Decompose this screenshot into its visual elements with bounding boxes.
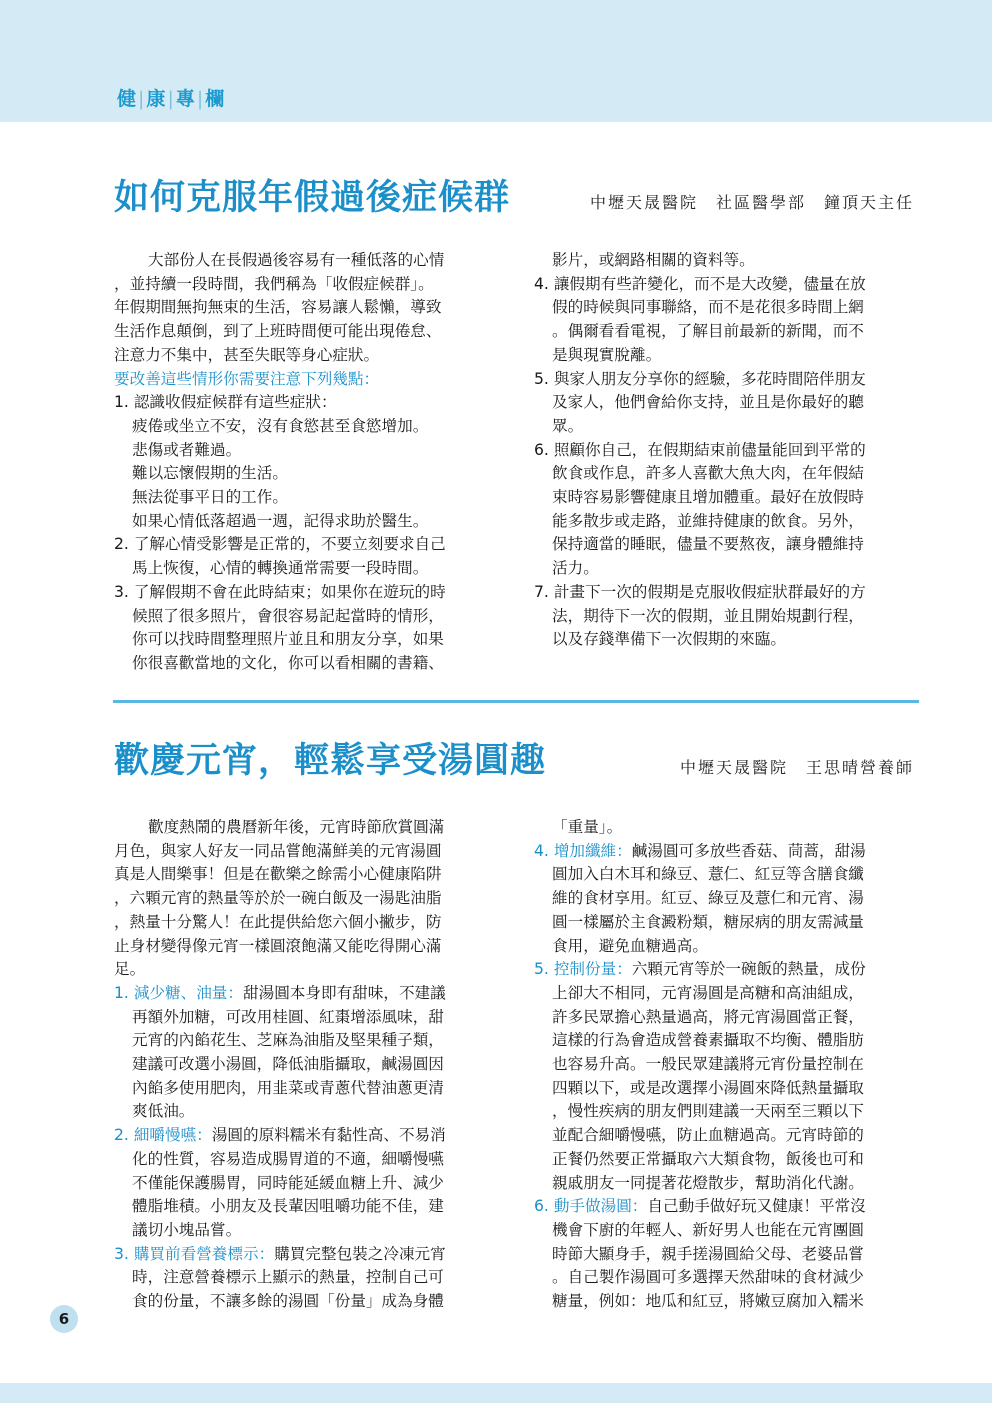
list-item-cont: 維的食材享用。紅豆、綠豆及薏仁和元宵、湯 [552,889,864,908]
list-item-cont: 束時容易影響健康且增加體重。最好在放假時 [552,488,864,507]
paragraph-line: ，六顆元宵的熱量等於於一碗白飯及一湯匙油脂 [114,889,442,908]
list-item-cont: 食的份量，不讓多餘的湯圓「份量」成為身體 [132,1292,444,1311]
list-item-cont: 機會下廚的年輕人、新好男人也能在元宵團圓 [552,1220,864,1239]
tip-heading: 4. 增加纖維： [534,841,632,860]
tip-heading: 3. 購買前看營養標示： [114,1244,275,1263]
symptom-line: 疲倦或坐立不安，沒有食慾甚至食慾增加。 [132,416,429,435]
list-item: 6. 照顧你自己，在假期結束前儘量能回到平常的 [534,440,866,459]
list-item-cont: 法，期待下一次的假期，並且開始規劃行程， [552,606,864,625]
symptom-line: 悲傷或者難過。 [132,440,242,459]
list-item-cont: 馬上恢復，心情的轉換通常需要一段時間。 [132,559,429,578]
article1-right-column [534,249,866,652]
list-item: 4. 讓假期有些許變化，而不是大改變，儘量在放 [534,274,866,293]
paragraph-line: 足。 [114,960,146,979]
list-item-cont: 不僅能保護腸胃，同時能延緩血糖上升、減少 [132,1173,444,1192]
list-item-cont: 是與現實脫離。 [552,345,662,364]
list-item: 1. 認識收假症候群有這些症狀： [114,393,337,412]
paragraph-line: 生活作息顛倒，到了上班時間便可能出現倦怠、 [114,322,442,341]
list-item-cont: 爽低油。 [132,1102,195,1121]
list-item-cont: 再額外加糖，可改用桂圓、紅棗增添風味，甜 [132,1007,444,1026]
list-item-cont: 食用，避免血糖過高。 [552,936,708,955]
list-item: 7. 計畫下一次的假期是克服收假症狀群最好的方 [534,582,866,601]
article2-byline: 中壢天晟醫院 王思晴營養師 [679,758,914,777]
list-item-cont: 時節大顯身手，親手搓湯圓給父母、老婆品嘗 [552,1244,864,1263]
list-item-cont: 保持適當的睡眠，儘量不要熬夜，讓身體維持 [552,535,864,554]
list-item-cont: 化的性質，容易造成腸胃道的不適，細嚼慢嚥 [132,1149,444,1168]
footer-band [0,1383,992,1403]
paragraph-line: 大部份人在長假過後容易有一種低落的心情 [148,251,445,269]
paragraph-line: 真是人間樂事！但是在歡樂之餘需小心健康陷阱 [114,865,442,884]
list-item-cont: 能多散步或走路，並維持健康的飲食。另外， [552,511,864,530]
list-item-cont: 糖量，例如：地瓜和紅豆，將嫩豆腐加入糯米 [552,1292,864,1311]
paragraph-line: 歡度熱鬧的農曆新年後，元宵時節欣賞圓滿 [148,818,445,836]
page-number: 6 [50,1305,78,1333]
list-item-cont: 上卻大不相同，元宵湯圓是高糖和高油組成， [552,983,864,1002]
paragraph-line: 月色，與家人好友一同品嘗飽滿鮮美的元宵湯圓 [114,841,442,860]
list-item-cont: 圓加入白木耳和綠豆、薏仁、紅豆等含膳食纖 [552,865,864,884]
tip-heading: 5. 控制份量： [534,960,632,979]
list-item-cont: 四顆以下，或是改選擇小湯圓來降低熱量攝取 [552,1078,864,1097]
list-item: 5. 與家人朋友分享你的經驗，多花時間陪伴朋友 [534,369,866,388]
article1-left-column [114,249,446,676]
list-item-cont: 正餐仍然要正常攝取六大類食物，飯後也可和 [552,1149,864,1168]
list-item-cont: 假的時候與同事聯絡，而不是花很多時間上網 [552,298,864,317]
list-item-cont: 候照了很多照片，會很容易記起當時的情形， [132,606,444,625]
article1-title: 如何克服年假過後症候群 [114,178,511,218]
list-item: 3. 購買前看營養標示：購買完整包裝之冷凍元宵 [114,1244,446,1263]
list-item-cont: 及家人，他們會給你支持，並且是你最好的聽 [552,393,864,412]
article2-left-column [114,816,446,1314]
list-item: 6. 動手做湯圓：自己動手做好玩又健康！平常沒 [534,1197,866,1216]
paragraph-line: 止身材變得像元宵一樣圓滾飽滿又能吃得開心滿 [114,936,442,955]
list-item-cont: 體脂堆積。小朋友及長輩因咀嚼功能不佳，建 [132,1197,444,1216]
paragraph-line: 年假期間無拘無束的生活，容易讓人鬆懶，導致 [114,298,442,317]
list-item-cont: 元宵的內餡花生、芝麻為油脂及堅果種子類， [132,1031,444,1050]
section-heading: 要改善這些情形你需要注意下列幾點： [114,369,380,388]
paragraph-line: 注意力不集中，甚至失眠等身心症狀。 [114,345,380,364]
list-item-cont: 內餡多使用肥肉，用韭菜或青蔥代替油蔥更清 [132,1078,444,1097]
symptom-line: 無法從事平日的工作。 [132,488,288,507]
list-item: 5. 控制份量：六顆元宵等於一碗飯的熱量，成份 [534,960,866,979]
list-item-cont: 這樣的行為會造成營養素攝取不均衡、體脂肪 [552,1031,864,1050]
list-item-cont: 議切小塊品嘗。 [132,1220,242,1239]
tip-heading: 6. 動手做湯圓： [534,1197,648,1216]
list-item-cont: 活力。 [552,559,599,578]
list-item-cont: 並配合細嚼慢嚥，防止血糖過高。元宵時節的 [552,1126,864,1145]
tip-heading: 2. 細嚼慢嚥： [114,1126,212,1145]
list-item-cont: 「重量」。 [552,818,623,836]
list-item: 3. 了解假期不會在此時結束；如果你在遊玩的時 [114,582,446,601]
section-divider [113,700,919,703]
list-item: 1. 減少糖、油量：甜湯圓本身即有甜味，不建議 [114,983,446,1002]
article2-title: 歡慶元宵，輕鬆享受湯圓趣 [114,741,547,781]
list-item-cont: 許多民眾擔心熱量過高，將元宵湯圓當正餐， [552,1007,864,1026]
list-item-cont: 你可以找時間整理照片並且和朋友分享，如果 [132,630,444,649]
list-item: 4. 增加纖維：鹹湯圓可多放些香菇、茼蒿，甜湯 [534,841,866,860]
list-item-cont: 影片，或網路相關的資料等。 [552,251,755,269]
list-item-cont: 親戚朋友一同提著花燈散步，幫助消化代謝。 [552,1173,864,1192]
article2-right-column [534,816,866,1314]
list-item: 2. 細嚼慢嚥：湯圓的原料糯米有黏性高、不易消 [114,1126,446,1145]
symptom-line: 如果心情低落超過一週，記得求助於醫生。 [132,511,429,530]
list-item-cont: ，慢性疾病的朋友們則建議一天兩至三顆以下 [552,1102,864,1121]
list-item-cont: 圓一樣屬於主食澱粉類，糖尿病的朋友需減量 [552,912,864,931]
symptom-line: 難以忘懷假期的生活。 [132,464,288,483]
list-item-cont: 。自己製作湯圓可多選擇天然甜味的食材減少 [552,1268,864,1287]
list-item-cont: 飲食或作息，許多人喜歡大魚大肉，在年假結 [552,464,864,483]
paragraph-line: ，熱量十分驚人！在此提供給您六個小撇步，防 [114,912,442,931]
tip-heading: 1. 減少糖、油量： [114,983,243,1002]
list-item-cont: 。偶爾看看電視，了解目前最新的新聞，而不 [552,322,864,341]
list-item-cont: 眾。 [552,416,584,435]
paragraph-line: ，並持續一段時間，我們稱為「收假症候群」。 [114,274,434,293]
article1-byline: 中壢天晟醫院 社區醫學部 鐘頂天主任 [589,193,914,212]
list-item-cont: 以及存錢準備下一次假期的來臨。 [552,630,786,649]
column-tag: 健|康|專|欄 [117,88,226,110]
list-item-cont: 也容易升高。一般民眾建議將元宵份量控制在 [552,1055,864,1074]
list-item-cont: 你很喜歡當地的文化，你可以看相關的書籍、 [132,653,444,672]
list-item: 2. 了解心情受影響是正常的，不要立刻要求自己 [114,535,446,554]
list-item-cont: 時，注意營養標示上顯示的熱量，控制自己可 [132,1268,444,1287]
list-item-cont: 建議可改選小湯圓，降低油脂攝取，鹹湯圓因 [132,1055,444,1074]
